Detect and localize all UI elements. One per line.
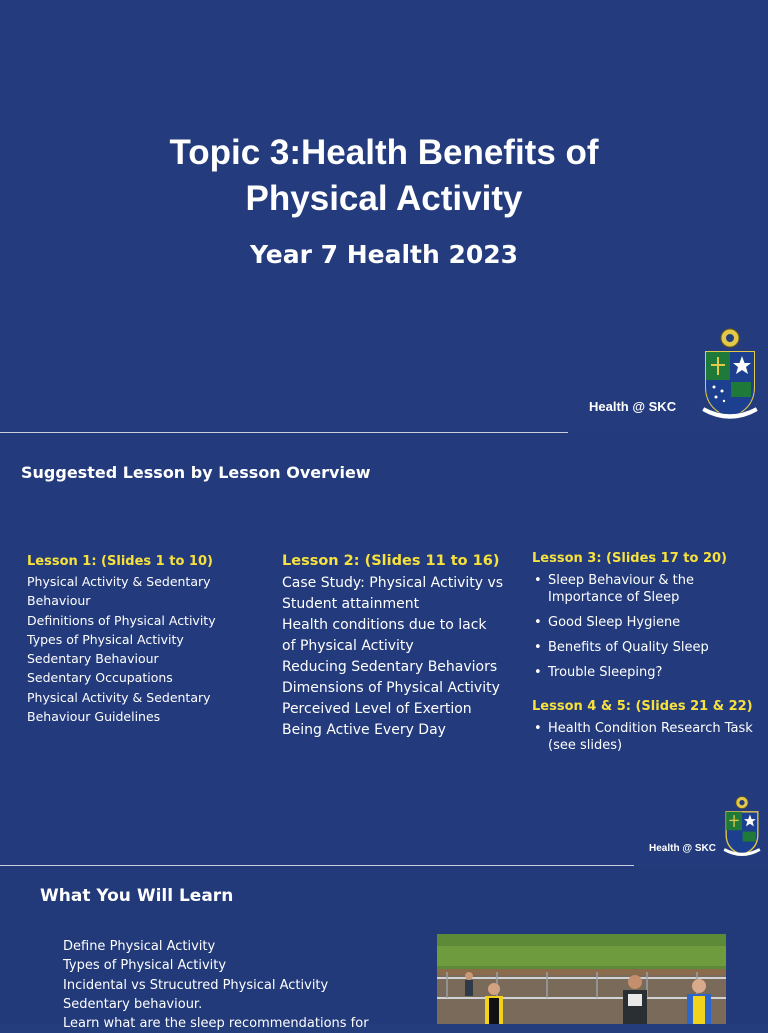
list-item: Learn what are the sleep recommendations for bbox=[63, 1016, 369, 1032]
slide-title bbox=[0, 130, 768, 222]
lesson-1-item: Sedentary Behaviour bbox=[27, 651, 159, 667]
lesson-2-item: Reducing Sedentary Behaviors bbox=[282, 659, 498, 675]
lesson-4-5-bullet: • Health Condition Research Task (see slides) bbox=[534, 720, 757, 754]
lesson-1-item: Types of Physical Activity bbox=[27, 631, 184, 647]
title-line-1: Topic 3:Health Benefits of bbox=[169, 133, 599, 172]
slide-subtitle: Year 7 Health 2023 bbox=[249, 240, 519, 269]
brand-label: Health @ SKC bbox=[589, 399, 677, 414]
lesson-1-item: Behaviour Guidelines bbox=[27, 709, 161, 725]
title-slide bbox=[0, 0, 768, 432]
lesson-2-title: Lesson 2: (Slides 11 to 16) bbox=[282, 553, 500, 569]
school-crest-icon bbox=[722, 794, 762, 860]
lesson-2-column bbox=[282, 553, 522, 741]
school-crest-icon bbox=[700, 325, 760, 425]
lesson-1-item: Physical Activity & Sedentary bbox=[27, 689, 211, 705]
overview-heading: Suggested Lesson by Lesson Overview bbox=[21, 463, 371, 482]
lesson-2-item: Perceived Level of Exertion bbox=[282, 701, 472, 717]
learn-heading: What You Will Learn bbox=[40, 886, 234, 906]
list-item: Sedentary behaviour. bbox=[63, 996, 203, 1012]
lesson-2-item: of Physical Activity bbox=[282, 638, 414, 654]
lesson-1-item: Physical Activity & Sedentary bbox=[27, 574, 211, 589]
lesson-2-item: Student attainment bbox=[282, 596, 420, 612]
list-item: Types of Physical Activity bbox=[63, 958, 227, 974]
overview-slide bbox=[0, 433, 768, 865]
athletes-photo-art bbox=[437, 934, 726, 1024]
lesson-1-item: Behaviour bbox=[27, 593, 91, 609]
lesson-1-item: Sedentary Occupations bbox=[27, 670, 173, 686]
title-line-2: Physical Activity bbox=[245, 179, 523, 218]
lesson-3-bullet: • Benefits of Quality Sleep bbox=[534, 639, 757, 656]
athletes-photo bbox=[437, 934, 726, 1024]
list-item: Incidental vs Strucutred Physical Activity bbox=[63, 977, 329, 993]
brand-label: Health @ SKC bbox=[649, 843, 716, 854]
learn-list bbox=[63, 937, 369, 1033]
lesson-2-item: Health conditions due to lack bbox=[282, 617, 487, 633]
list-item: Define Physical Activity bbox=[63, 939, 216, 954]
lesson-3-bullet: • Sleep Behaviour & the Importance of Sleep bbox=[534, 572, 757, 606]
lesson-2-item: Dimensions of Physical Activity bbox=[282, 680, 500, 696]
lesson-3-column bbox=[532, 551, 757, 762]
lesson-1-title: Lesson 1: (Slides 1 to 10) bbox=[27, 554, 213, 569]
lesson-3-title: Lesson 3: (Slides 17 to 20) bbox=[532, 551, 727, 566]
lesson-1-item: Definitions of Physical Activity bbox=[27, 612, 216, 628]
lesson-2-item: Being Active Every Day bbox=[282, 722, 446, 738]
lesson-1-column bbox=[27, 554, 267, 726]
lesson-2-item: Case Study: Physical Activity vs bbox=[282, 575, 504, 591]
lesson-4-5-title: Lesson 4 & 5: (Slides 21 & 22) bbox=[532, 699, 753, 714]
lesson-3-bullet: • Good Sleep Hygiene bbox=[534, 614, 757, 631]
lesson-3-bullet: • Trouble Sleeping? bbox=[534, 664, 757, 681]
